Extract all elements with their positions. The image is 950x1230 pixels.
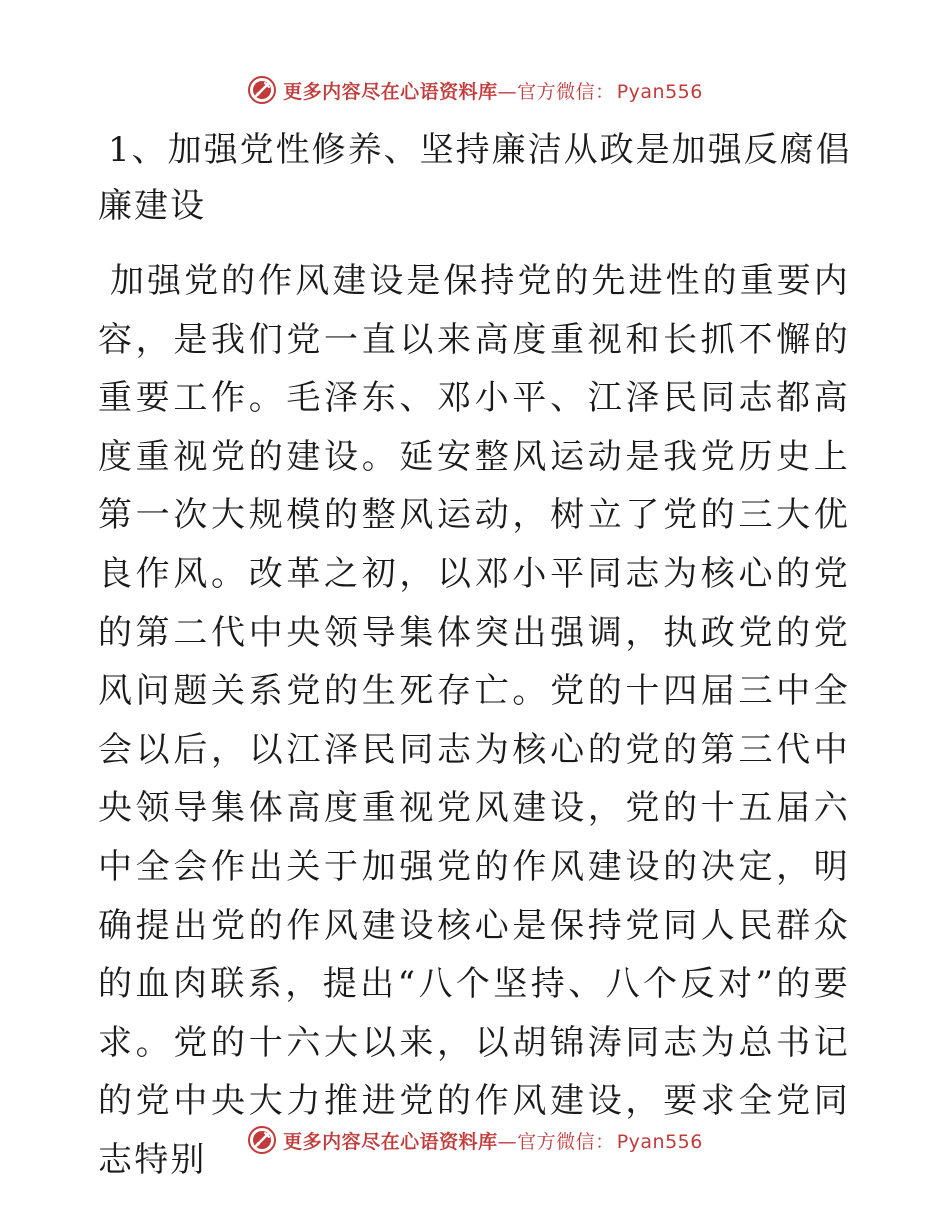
- header-text: [283, 77, 703, 104]
- footer-main-text: 更多内容尽在心语资料库: [283, 1130, 498, 1153]
- header-account-label: 官方微信：: [517, 80, 615, 103]
- document-title: 1、加强党性修养、坚持廉洁从政是加强反腐倡廉建设: [98, 130, 852, 226]
- red-seal-logo-icon: [247, 1125, 277, 1155]
- footer-banner: [0, 1120, 950, 1160]
- header-banner: [0, 70, 950, 110]
- header-main-text: 更多内容尽在心语资料库: [283, 80, 498, 103]
- footer-account-label: 官方微信：: [517, 1130, 615, 1153]
- document-paragraph: 加强党的作风建设是保持党的先进性的重要内容，是我们党一直以来高度重视和长抓不懈的重要工作。毛泽东、邓小平、江泽民同志都高度重视党的建设。延安整风运动是我党历史上第一次大规模的整风运动，树立了党的三大优良作风。改革之初，以邓小平同志为核心的党的第二代中央领导集体突出强调，执政党的党风问题关系党的生死存亡。党的十四届三中全会以后，以江泽民同志为核心的党的第三代中央领导集体高度重视党风建设，党的十五届六中全会作出关于加强党的作风建设的决定，明确提出党的作风建设核心是保持党同人民群众的血肉联系，提出“八个坚持、八个反对”的要求。党的十六大以来，以胡锦涛同志为总书记的党中央大力推进党的作风建设，要求全党同志特别: [98, 261, 850, 1180]
- footer-text: [283, 1127, 703, 1154]
- red-seal-logo-icon: [247, 75, 277, 105]
- header-separator: —: [497, 80, 518, 103]
- footer-separator: —: [497, 1130, 518, 1153]
- footer-account-id: Pyan556: [616, 1130, 703, 1153]
- header-account-id: Pyan556: [616, 80, 703, 103]
